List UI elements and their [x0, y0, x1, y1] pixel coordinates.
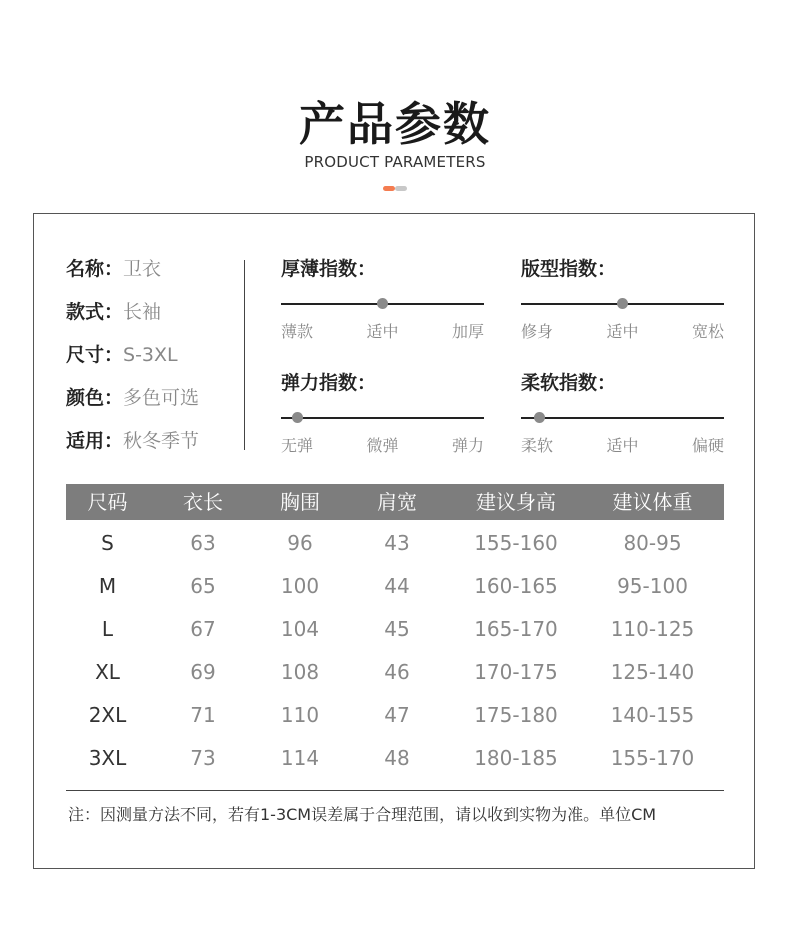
note-divider — [66, 790, 724, 791]
parameters-panel — [33, 213, 755, 869]
scale-label-mid: 适中 — [606, 322, 639, 341]
cell-size: S — [101, 531, 114, 555]
cell-size: 3XL — [88, 746, 127, 770]
table-row — [66, 608, 724, 651]
cell-shoulder: 46 — [384, 660, 410, 684]
scale-track — [521, 417, 724, 419]
thickness-scale — [281, 254, 484, 345]
scale-track — [281, 303, 484, 305]
info-row-name — [66, 254, 199, 297]
cell-chest: 96 — [287, 531, 313, 555]
info-row-size — [66, 340, 199, 383]
scale-labels — [281, 433, 484, 459]
info-value: S-3XL — [123, 344, 178, 366]
info-label: 名称： — [66, 258, 124, 280]
info-row-color — [66, 383, 199, 426]
scale-labels — [521, 319, 724, 345]
scale-label-high: 偏硬 — [691, 436, 724, 455]
info-value: 多色可选 — [123, 387, 200, 409]
cell-length: 69 — [190, 660, 216, 684]
page-title: 产品参数 — [299, 97, 491, 151]
elasticity-scale — [281, 368, 484, 459]
cell-size: M — [98, 574, 117, 598]
header-size: 尺码 — [87, 490, 128, 514]
title-decoration — [383, 186, 407, 191]
header-length: 衣长 — [183, 490, 223, 514]
table-row — [66, 565, 724, 608]
scale-indicator — [377, 298, 388, 309]
header-shoulder: 肩宽 — [377, 490, 417, 514]
softness-scale — [521, 368, 724, 459]
scale-label-high: 宽松 — [691, 322, 724, 341]
header-weight: 建议体重 — [612, 490, 693, 514]
cell-chest: 110 — [280, 703, 320, 727]
scale-label-low: 无弹 — [281, 436, 314, 455]
header-height: 建议身高 — [476, 490, 556, 514]
info-label: 款式： — [66, 301, 124, 323]
info-row-season — [66, 426, 199, 469]
cell-length: 65 — [190, 574, 216, 598]
accent-dot-icon — [383, 186, 395, 191]
cell-weight: 155-170 — [610, 746, 695, 770]
scale-track — [281, 417, 484, 419]
info-label: 适用： — [66, 430, 124, 452]
cell-height: 155-160 — [474, 531, 558, 555]
table-row — [66, 522, 724, 565]
cell-weight: 110-125 — [610, 617, 695, 641]
scale-label-low: 柔软 — [521, 436, 554, 455]
cell-chest: 108 — [280, 660, 320, 684]
cell-weight: 140-155 — [610, 703, 695, 727]
header-chest: 胸围 — [280, 490, 320, 514]
cell-height: 165-170 — [474, 617, 558, 641]
cell-shoulder: 43 — [384, 531, 410, 555]
scale-title: 版型指数： — [521, 258, 617, 280]
info-label: 颜色： — [66, 387, 124, 409]
cell-chest: 114 — [280, 746, 320, 770]
info-value: 秋冬季节 — [123, 430, 200, 452]
table-body — [66, 520, 724, 780]
info-divider — [244, 260, 245, 450]
cell-shoulder: 48 — [384, 746, 410, 770]
scale-title: 柔软指数： — [521, 372, 617, 394]
scale-indicator — [617, 298, 628, 309]
cell-size: XL — [95, 660, 120, 684]
cell-length: 63 — [190, 531, 216, 555]
cell-size: 2XL — [88, 703, 127, 727]
muted-dot-icon — [395, 186, 407, 191]
cell-height: 170-175 — [474, 660, 558, 684]
measurement-note: 注：因测量方法不同，若有1-3CM误差属于合理范围，请以收到实物为准。单位CM — [68, 805, 657, 824]
cell-chest: 100 — [280, 574, 320, 598]
cell-shoulder: 44 — [384, 574, 410, 598]
cell-length: 71 — [190, 703, 216, 727]
cell-weight: 95-100 — [617, 574, 688, 598]
info-label: 尺寸： — [66, 344, 124, 366]
scale-label-low: 修身 — [521, 322, 554, 341]
scale-title: 厚薄指数： — [281, 258, 377, 280]
table-row — [66, 694, 724, 737]
table-row — [66, 651, 724, 694]
cell-height: 160-165 — [474, 574, 558, 598]
cell-weight: 80-95 — [623, 531, 682, 555]
scale-indicator — [534, 412, 545, 423]
scale-indicator — [292, 412, 303, 423]
cell-height: 175-180 — [474, 703, 558, 727]
scale-label-low: 薄款 — [281, 322, 314, 341]
scale-label-high: 弹力 — [451, 436, 484, 455]
table-header — [66, 484, 724, 520]
page-subtitle: PRODUCT PARAMETERS — [304, 153, 486, 171]
scale-track — [521, 303, 724, 305]
cell-chest: 104 — [280, 617, 320, 641]
info-row-style — [66, 297, 199, 340]
cell-length: 73 — [190, 746, 216, 770]
info-value: 长袖 — [123, 301, 162, 323]
cell-height: 180-185 — [474, 746, 558, 770]
info-value: 卫衣 — [123, 258, 162, 280]
size-table — [66, 484, 724, 780]
cell-shoulder: 47 — [384, 703, 410, 727]
table-row — [66, 737, 724, 780]
cell-shoulder: 45 — [384, 617, 410, 641]
scale-label-mid: 适中 — [606, 436, 639, 455]
cell-length: 67 — [190, 617, 216, 641]
scale-label-mid: 微弹 — [366, 436, 399, 455]
fit-scale — [521, 254, 724, 345]
scale-label-high: 加厚 — [451, 322, 484, 341]
scale-labels — [281, 319, 484, 345]
basic-info-list — [66, 254, 199, 469]
scale-label-mid: 适中 — [366, 322, 399, 341]
cell-size: L — [101, 617, 114, 641]
scale-title: 弹力指数： — [281, 372, 377, 394]
cell-weight: 125-140 — [610, 660, 695, 684]
scale-labels — [521, 433, 724, 459]
